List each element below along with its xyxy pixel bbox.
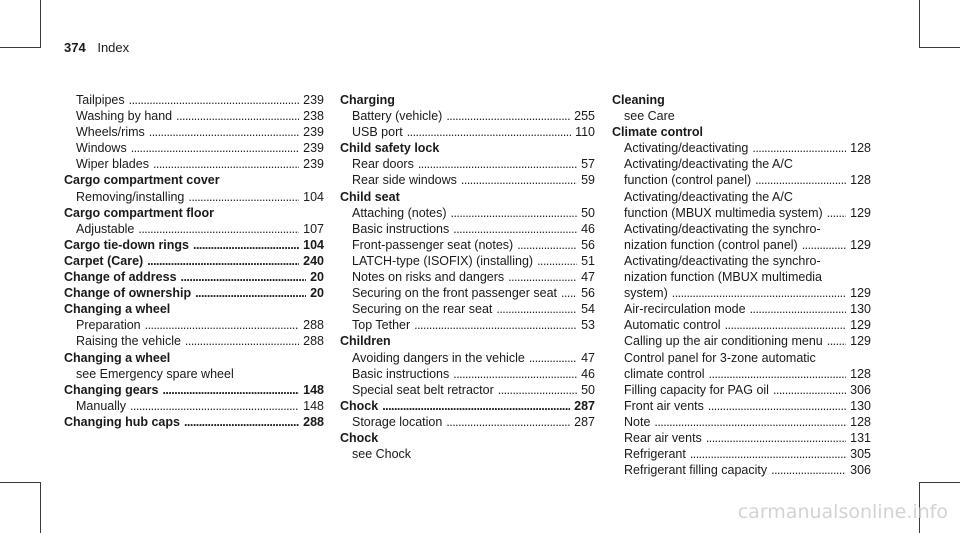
leader-dots bbox=[827, 333, 846, 349]
entry-label: Cleaning bbox=[612, 93, 665, 107]
leader-dots bbox=[706, 430, 846, 446]
leader-dots bbox=[827, 205, 846, 221]
leader-dots bbox=[451, 205, 578, 221]
page-reference[interactable]: 129 bbox=[850, 334, 871, 349]
entry-label: Battery (vehicle) bbox=[352, 109, 443, 124]
index-subentry bbox=[64, 398, 324, 414]
index-heading bbox=[64, 269, 324, 285]
index-heading bbox=[64, 382, 324, 398]
page-reference[interactable]: 239 bbox=[303, 141, 324, 156]
crop-mark bbox=[0, 482, 41, 483]
index-heading bbox=[64, 414, 324, 430]
page-reference[interactable]: 128 bbox=[850, 173, 871, 188]
index-subentry bbox=[612, 317, 871, 333]
index-heading bbox=[64, 237, 324, 253]
page-reference[interactable]: 128 bbox=[850, 366, 871, 381]
index-subentry bbox=[340, 205, 595, 221]
page-reference[interactable]: 288 bbox=[303, 414, 324, 429]
page-reference[interactable]: 51 bbox=[581, 253, 595, 268]
page-reference[interactable]: 255 bbox=[574, 109, 595, 124]
index-subentry bbox=[612, 350, 871, 366]
leader-dots bbox=[188, 189, 299, 205]
entry-label: Storage location bbox=[352, 414, 443, 429]
index-subentry bbox=[612, 189, 871, 205]
page-reference[interactable]: 54 bbox=[581, 302, 595, 317]
entry-label: Basic instructions bbox=[352, 221, 450, 236]
leader-dots bbox=[498, 382, 577, 398]
leader-dots bbox=[708, 398, 846, 414]
page-reference[interactable]: 46 bbox=[581, 221, 595, 236]
index-subentry bbox=[340, 285, 595, 301]
leader-dots bbox=[752, 140, 846, 156]
entry-label: Changing a wheel bbox=[64, 350, 171, 365]
index-subentry bbox=[612, 140, 871, 156]
index-heading bbox=[64, 205, 324, 221]
entry-label: Rear doors bbox=[352, 157, 414, 172]
index-subentry bbox=[64, 221, 324, 237]
entry-label: Cargo compartment floor bbox=[64, 205, 215, 220]
crop-mark bbox=[0, 47, 41, 48]
entry-label: Carpet (Care) bbox=[64, 253, 144, 268]
page-reference[interactable]: 128 bbox=[850, 141, 871, 156]
crop-mark bbox=[919, 47, 960, 48]
index-subentry bbox=[64, 333, 324, 349]
index-subentry bbox=[340, 350, 595, 366]
entry-label: Removing/installing bbox=[76, 189, 185, 204]
index-subentry bbox=[340, 124, 595, 140]
entry-label: Windows bbox=[76, 141, 127, 156]
index-subentry bbox=[612, 430, 871, 446]
entry-label: Child seat bbox=[340, 189, 400, 204]
index-heading bbox=[340, 333, 595, 349]
entry-label: Washing by hand bbox=[76, 109, 173, 124]
entry-label: Chock bbox=[340, 430, 379, 445]
index-subentry bbox=[612, 172, 871, 188]
entry-label: Basic instructions bbox=[352, 366, 450, 381]
index-subentry bbox=[340, 366, 595, 382]
index-subentry bbox=[612, 237, 871, 253]
leader-dots bbox=[529, 350, 577, 366]
index-subentry bbox=[612, 333, 871, 349]
entry-label: USB port bbox=[352, 125, 403, 140]
entry-label: nization function (control panel) bbox=[624, 237, 798, 252]
leader-dots bbox=[145, 317, 300, 333]
index-subentry bbox=[612, 398, 871, 414]
leader-dots bbox=[709, 366, 847, 382]
entry-label: Activating/deactivating the synchro- bbox=[624, 221, 821, 236]
page-number: 374 bbox=[64, 40, 86, 55]
entry-label: Note bbox=[624, 414, 651, 429]
entry-label: Front-passenger seat (notes) bbox=[352, 237, 514, 252]
page-reference[interactable]: 305 bbox=[850, 447, 871, 462]
leader-dots bbox=[129, 92, 300, 108]
leader-dots bbox=[453, 221, 577, 237]
leader-dots bbox=[176, 108, 299, 124]
leader-dots bbox=[725, 317, 847, 333]
index-subentry bbox=[612, 253, 871, 269]
index-heading bbox=[612, 92, 871, 108]
index-subentry bbox=[612, 414, 871, 430]
page-reference[interactable]: 50 bbox=[581, 205, 595, 220]
entry-label: Changing gears bbox=[64, 382, 159, 397]
index-subentry bbox=[340, 221, 595, 237]
index-heading bbox=[340, 140, 595, 156]
page-reference[interactable]: 238 bbox=[303, 109, 324, 124]
entry-label: Wheels/rims bbox=[76, 125, 145, 140]
index-subentry bbox=[340, 301, 595, 317]
index-subentry bbox=[340, 172, 595, 188]
entry-label: function (control panel) bbox=[624, 173, 752, 188]
entry-label: Activating/deactivating the A/C bbox=[624, 157, 793, 172]
leader-dots bbox=[193, 237, 299, 253]
leader-dots bbox=[537, 253, 577, 269]
page-reference[interactable]: 20 bbox=[310, 286, 324, 301]
crop-mark bbox=[40, 482, 41, 533]
index-heading bbox=[64, 253, 324, 269]
page-reference[interactable]: 47 bbox=[581, 270, 595, 285]
page-reference[interactable]: 239 bbox=[303, 157, 324, 172]
entry-label: LATCH-type (ISOFIX) (installing) bbox=[352, 253, 534, 268]
entry-label: Rear side windows bbox=[352, 173, 457, 188]
leader-dots bbox=[461, 172, 577, 188]
page-reference[interactable]: 107 bbox=[303, 221, 324, 236]
index-subentry bbox=[612, 269, 871, 285]
leader-dots bbox=[147, 253, 299, 269]
page-reference[interactable]: 288 bbox=[303, 318, 324, 333]
index-subentry bbox=[340, 269, 595, 285]
index-subentry bbox=[64, 189, 324, 205]
page-reference[interactable]: 56 bbox=[581, 237, 595, 252]
page-reference[interactable]: 56 bbox=[581, 286, 595, 301]
leader-dots bbox=[802, 237, 846, 253]
crop-mark bbox=[919, 482, 960, 483]
leader-dots bbox=[149, 124, 299, 140]
page-reference[interactable]: 46 bbox=[581, 366, 595, 381]
page-reference[interactable]: 240 bbox=[303, 253, 324, 268]
page-reference[interactable]: 129 bbox=[850, 205, 871, 220]
index-heading bbox=[340, 430, 595, 446]
leader-dots bbox=[690, 446, 846, 462]
page-reference[interactable]: 104 bbox=[303, 237, 324, 252]
leader-dots bbox=[382, 398, 570, 414]
leader-dots bbox=[184, 414, 299, 430]
index-subentry bbox=[612, 301, 871, 317]
leader-dots bbox=[561, 285, 577, 301]
entry-label: nization function (MBUX multimedia bbox=[624, 270, 822, 285]
page-reference[interactable]: 104 bbox=[303, 189, 324, 204]
index-subentry bbox=[340, 382, 595, 398]
index-subentry bbox=[340, 253, 595, 269]
entry-label: Manually bbox=[76, 398, 127, 413]
entry-label: Raising the vehicle bbox=[76, 334, 181, 349]
leader-dots bbox=[446, 414, 570, 430]
index-heading bbox=[340, 189, 595, 205]
page-header bbox=[64, 40, 129, 55]
entry-label: Changing hub caps bbox=[64, 414, 180, 429]
entry-label: Securing on the rear seat bbox=[352, 302, 493, 317]
entry-label: Change of address bbox=[64, 270, 177, 285]
entry-label: Refrigerant bbox=[624, 447, 686, 462]
entry-label: see Care bbox=[624, 109, 675, 124]
index-subentry bbox=[340, 108, 595, 124]
entry-label: Notes on risks and dangers bbox=[352, 270, 505, 285]
leader-dots bbox=[185, 333, 299, 349]
leader-dots bbox=[138, 221, 299, 237]
page-reference[interactable]: 130 bbox=[850, 398, 871, 413]
index-subentry bbox=[612, 366, 871, 382]
index-subentry bbox=[64, 108, 324, 124]
leader-dots bbox=[162, 382, 299, 398]
page-reference[interactable]: 131 bbox=[850, 430, 871, 445]
index-column-1 bbox=[64, 92, 324, 430]
index-column-2 bbox=[340, 92, 595, 462]
index-column-3 bbox=[612, 92, 871, 478]
leader-dots bbox=[755, 172, 846, 188]
index-subentry bbox=[340, 414, 595, 430]
index-subentry bbox=[612, 285, 871, 301]
entry-label: see Chock bbox=[352, 447, 412, 462]
entry-label: Child safety lock bbox=[340, 141, 440, 156]
leader-dots bbox=[508, 269, 577, 285]
crop-mark bbox=[40, 0, 41, 48]
page-reference[interactable]: 20 bbox=[310, 270, 324, 285]
leader-dots bbox=[771, 462, 846, 478]
index-subentry bbox=[612, 446, 871, 462]
leader-dots bbox=[153, 156, 299, 172]
entry-label: Air-recirculation mode bbox=[624, 302, 746, 317]
index-subentry bbox=[340, 237, 595, 253]
page-reference[interactable]: 148 bbox=[303, 398, 324, 413]
page-reference[interactable]: 306 bbox=[850, 382, 871, 397]
page-reference[interactable]: 148 bbox=[303, 382, 324, 397]
page-reference[interactable]: 287 bbox=[574, 398, 595, 413]
index-subentry bbox=[64, 140, 324, 156]
entry-label: Special seat belt retractor bbox=[352, 382, 494, 397]
entry-label: Refrigerant filling capacity bbox=[624, 463, 768, 478]
leader-dots bbox=[181, 269, 307, 285]
index-subentry bbox=[64, 317, 324, 333]
entry-label: Charging bbox=[340, 93, 395, 107]
page-reference[interactable]: 57 bbox=[581, 157, 595, 172]
page-reference[interactable]: 110 bbox=[575, 125, 595, 140]
leader-dots bbox=[773, 382, 846, 398]
entry-label: Rear air vents bbox=[624, 430, 702, 445]
entry-label: Cargo tie-down rings bbox=[64, 237, 189, 252]
leader-dots bbox=[672, 285, 846, 301]
index-heading bbox=[340, 92, 595, 108]
leader-dots bbox=[195, 285, 306, 301]
index-subentry bbox=[612, 205, 871, 221]
leader-dots bbox=[407, 124, 571, 140]
index-heading bbox=[340, 398, 595, 414]
leader-dots bbox=[453, 366, 577, 382]
entry-label: function (MBUX multimedia system) bbox=[624, 205, 823, 220]
index-subentry bbox=[340, 317, 595, 333]
entry-label: Activating/deactivating the A/C bbox=[624, 189, 793, 204]
entry-label: Automatic control bbox=[624, 318, 721, 333]
leader-dots bbox=[418, 156, 577, 172]
page-reference[interactable]: 130 bbox=[850, 302, 871, 317]
page-reference[interactable]: 288 bbox=[303, 334, 324, 349]
leader-dots bbox=[517, 237, 577, 253]
entry-label: Wiper blades bbox=[76, 157, 149, 172]
page-reference[interactable]: 128 bbox=[850, 414, 871, 429]
entry-label: Front air vents bbox=[624, 398, 704, 413]
entry-label: Avoiding dangers in the vehicle bbox=[352, 350, 525, 365]
page-reference[interactable]: 50 bbox=[581, 382, 595, 397]
watermark: carmanualsonline.info bbox=[737, 501, 948, 523]
entry-label: Cargo compartment cover bbox=[64, 173, 220, 188]
index-subentry bbox=[612, 156, 871, 172]
index-heading bbox=[64, 285, 324, 301]
leader-dots bbox=[750, 301, 847, 317]
index-subentry bbox=[612, 221, 871, 237]
entry-label: climate control bbox=[624, 366, 705, 381]
index-heading bbox=[64, 172, 324, 188]
entry-label: Activating/deactivating the synchro- bbox=[624, 253, 821, 268]
page-reference[interactable]: 239 bbox=[303, 93, 324, 107]
crop-mark bbox=[919, 0, 920, 48]
page-reference[interactable]: 129 bbox=[850, 318, 871, 333]
page-reference[interactable]: 239 bbox=[303, 125, 324, 140]
entry-label: Climate control bbox=[612, 125, 703, 140]
entry-label: Chock bbox=[340, 398, 379, 413]
page-reference[interactable]: 306 bbox=[850, 463, 871, 478]
entry-label: Preparation bbox=[76, 318, 141, 333]
leader-dots bbox=[654, 414, 846, 430]
index-subentry bbox=[340, 156, 595, 172]
page-reference[interactable]: 129 bbox=[850, 286, 871, 301]
entry-label: see Emergency spare wheel bbox=[76, 366, 234, 381]
index-subentry bbox=[64, 92, 324, 108]
page-reference[interactable]: 287 bbox=[574, 414, 595, 429]
page-reference[interactable]: 47 bbox=[581, 350, 595, 365]
entry-label: Control panel for 3-zone automatic bbox=[624, 350, 816, 365]
leader-dots bbox=[130, 398, 299, 414]
leader-dots bbox=[496, 301, 577, 317]
index-heading bbox=[64, 350, 324, 366]
index-subentry bbox=[340, 446, 595, 462]
entry-label: Change of ownership bbox=[64, 286, 192, 301]
entry-label: Tailpipes bbox=[76, 93, 125, 107]
page-reference[interactable]: 53 bbox=[581, 318, 595, 333]
entry-label: Adjustable bbox=[76, 221, 135, 236]
index-subentry bbox=[64, 124, 324, 140]
index-subentry bbox=[612, 108, 871, 124]
index-subentry bbox=[64, 156, 324, 172]
index-subentry bbox=[612, 462, 871, 478]
page-reference[interactable]: 129 bbox=[850, 237, 871, 252]
entry-label: Changing a wheel bbox=[64, 302, 171, 317]
index-subentry bbox=[64, 366, 324, 382]
entry-label: Activating/deactivating bbox=[624, 141, 749, 156]
section-title: Index bbox=[97, 40, 130, 55]
entry-label: Filling capacity for PAG oil bbox=[624, 382, 769, 397]
index-heading bbox=[612, 124, 871, 140]
index-heading bbox=[64, 301, 324, 317]
page-reference[interactable]: 59 bbox=[581, 173, 595, 188]
entry-label: Attaching (notes) bbox=[352, 205, 447, 220]
leader-dots bbox=[414, 317, 577, 333]
index-subentry bbox=[612, 382, 871, 398]
leader-dots bbox=[446, 108, 570, 124]
entry-label: Top Tether bbox=[352, 318, 411, 333]
entry-label: Children bbox=[340, 334, 391, 349]
entry-label: system) bbox=[624, 286, 668, 301]
entry-label: Securing on the front passenger seat bbox=[352, 286, 557, 301]
entry-label: Calling up the air conditioning menu bbox=[624, 334, 823, 349]
leader-dots bbox=[131, 140, 299, 156]
